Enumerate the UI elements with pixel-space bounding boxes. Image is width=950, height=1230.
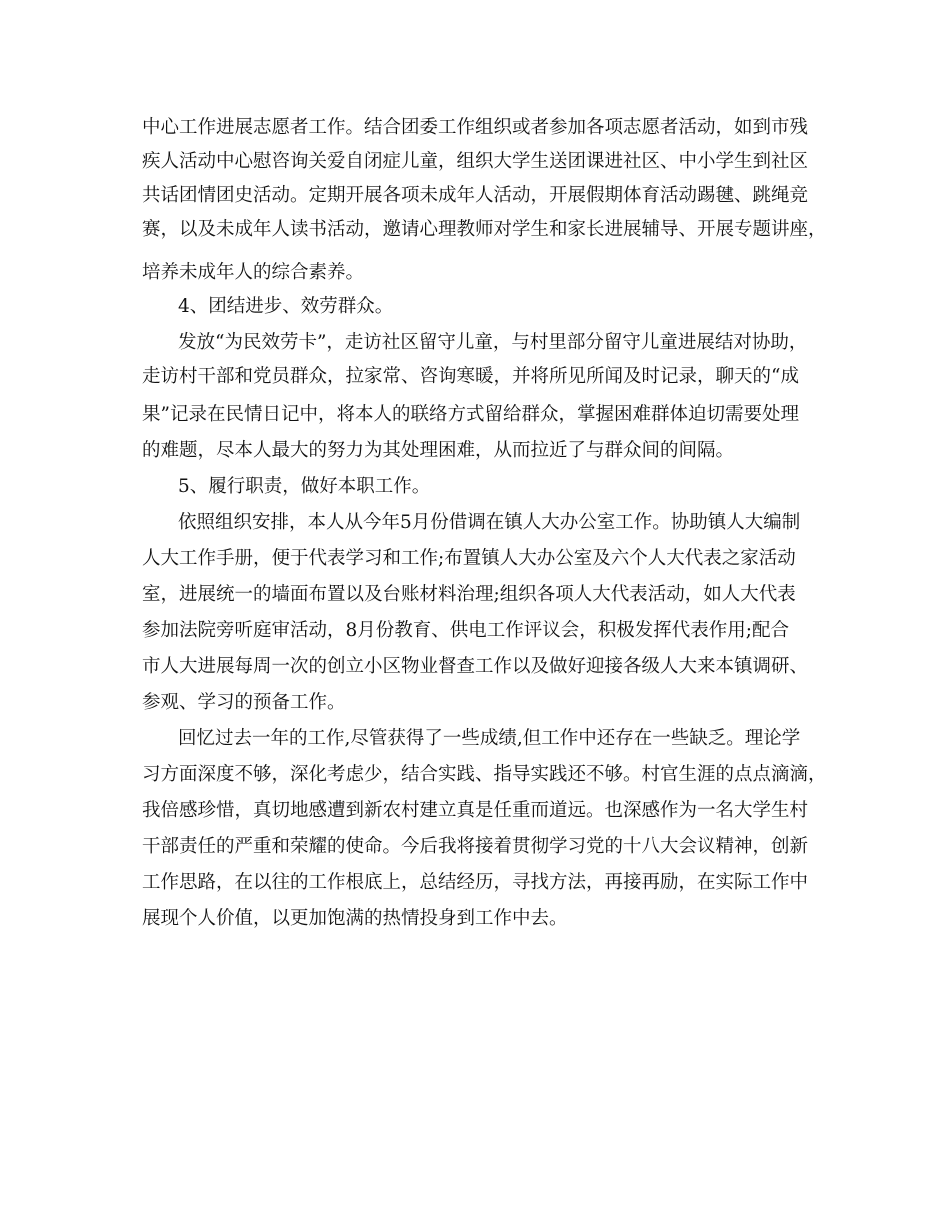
text-line: 习方面深度不够，深化考虑少，结合实践、指导实践还不够。村官生涯的点点滴滴， <box>142 764 827 785</box>
text-line: 的难题，尽本人最大的努力为其处理困难，从而拉近了与群众间的间隔。 <box>142 440 735 461</box>
text-line: 参加法院旁听庭审活动，8月份教育、供电工作评议会，积极发挥代表作用;配合 <box>142 620 790 641</box>
section-heading: 5、履行职责，做好本职工作。 <box>178 476 431 497</box>
text-line: 我倍感珍惜，真切地感遭到新农村建立真是任重而道远。也深感作为一名大学生村 <box>142 800 809 821</box>
text-line: 展现个人价值，以更加饱满的热情投身到工作中去。 <box>142 908 568 929</box>
text-line: 走访村干部和党员群众，拉家常、咨询寒暖，并将所见所闻及时记录，聊天的“成 <box>142 366 799 387</box>
text-line: 人大工作手册，便于代表学习和工作;布置镇人大办公室及六个人大代表之家活动 <box>142 548 796 569</box>
text-line: 培养未成年人的综合素养。 <box>142 262 365 283</box>
text-line: 赛，以及未成年人读书活动，邀请心理教师对学生和家长进展辅导、开展专题讲座， <box>142 219 827 240</box>
text-line: 室，进展统一的墙面布置以及台账材料治理;组织各项人大代表活动，如人大代表 <box>142 584 796 605</box>
text-line: 共话团情团史活动。定期开展各项未成年人活动，开展假期体育活动踢毽、跳绳竞 <box>142 185 809 206</box>
text-line: 工作思路，在以往的工作根底上，总结经历，寻找方法，再接再励，在实际工作中 <box>142 872 809 893</box>
text-line: 干部责任的严重和荣耀的使命。今后我将接着贯彻学习党的十八大会议精神，创新 <box>142 836 809 857</box>
text-line: 果”记录在民情日记中，将本人的联络方式留给群众，掌握困难群体迫切需要处理 <box>142 404 799 425</box>
text-line: 市人大进展每周一次的创立小区物业督查工作以及做好迎接各级人大来本镇调研、 <box>142 656 809 677</box>
text-line: 回忆过去一年的工作,尽管获得了一些成绩,但工作中还存在一些缺乏。理论学 <box>178 728 801 749</box>
text-line: 疾人活动中心慰咨询关爱自闭症儿童，组织大学生送团课进社区、中小学生到社区 <box>142 151 809 172</box>
text-line: 参观、学习的预备工作。 <box>142 692 346 713</box>
section-heading: 4、团结进步、效劳群众。 <box>178 296 394 317</box>
text-line: 发放“为民效劳卡”，走访社区留守儿童，与村里部分留守儿童进展结对协助， <box>178 332 808 353</box>
text-line: 依照组织安排，本人从今年5月份借调在镇人大办公室工作。协助镇人大编制 <box>178 512 801 533</box>
text-line: 中心工作进展志愿者工作。结合团委工作组织或者参加各项志愿者活动，如到市残 <box>142 117 809 138</box>
